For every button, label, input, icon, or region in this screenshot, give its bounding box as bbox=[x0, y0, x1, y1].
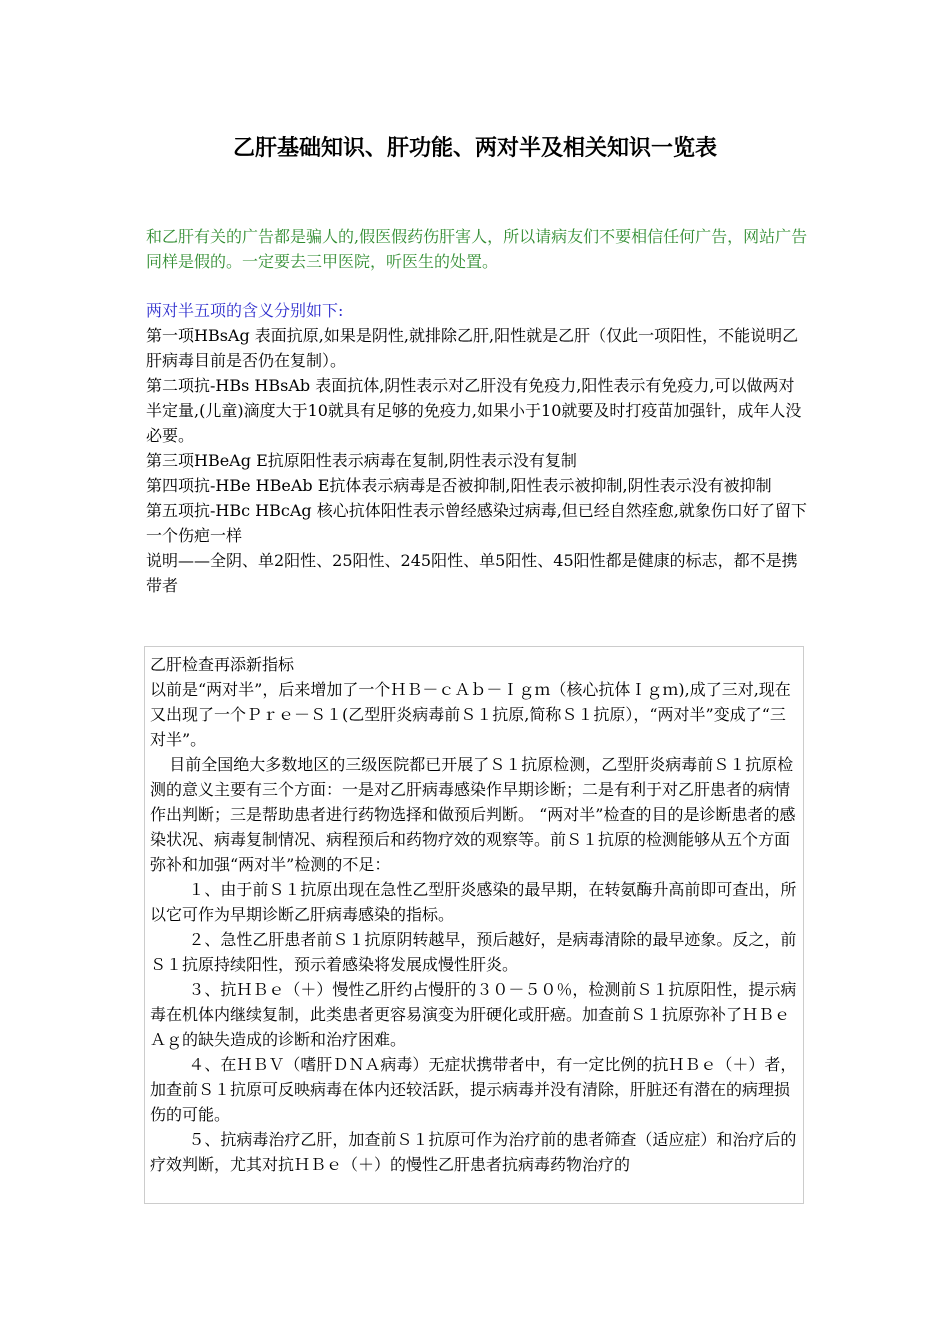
box-paragraph: 以前是“两对半”，后来增加了一个ＨＢ－ｃＡｂ－Ｉｇｍ（核心抗体Ｉｇｍ),成了三对,现在又出现了一个Ｐｒｅ－Ｓ１(乙型肝炎病毒前Ｓ１抗原,简称Ｓ１抗原），“两对半”变成了“三对半”。 bbox=[150, 680, 791, 749]
item-paragraph: 第五项抗-HBc HBcAg 核心抗体阳性表示曾经感染过病毒,但已经自然痊愈,就象伤口好了留下一个伤疤一样 bbox=[146, 501, 807, 545]
page-title: 乙肝基础知识、肝功能、两对半及相关知识一览表 bbox=[232, 136, 717, 161]
new-indicator-box bbox=[144, 646, 804, 1204]
section-heading: 两对半五项的含义分别如下: bbox=[146, 301, 344, 320]
box-point: ５、抗病毒治疗乙肝，加查前Ｓ１抗原可作为治疗前的患者筛查（适应症）和治疗后的疗效判断，尤其对抗ＨＢｅ（＋）的慢性乙肝患者抗病毒药物治疗的 bbox=[150, 1130, 797, 1174]
box-point: １、由于前Ｓ１抗原出现在急性乙型肝炎感染的最早期，在转氨酶升高前即可查出，所以它可作为早期诊断乙肝病毒感染的指标。 bbox=[150, 880, 797, 924]
warning-notice: 和乙肝有关的广告都是骗人的,假医假药伤肝害人，所以请病友们不要相信任何广告，网站广告同样是假的。一定要去三甲医院，听医生的处置。 bbox=[146, 227, 808, 271]
item-paragraph: 第三项HBeAg E抗原阳性表示病毒在复制,阴性表示没有复制 bbox=[146, 451, 577, 470]
box-heading: 乙肝检查再添新指标 bbox=[150, 655, 295, 674]
box-paragraph: 目前全国绝大多数地区的三级医院都已开展了Ｓ１抗原检测，乙型肝炎病毒前Ｓ１抗原检测的意义主要有三个方面：一是对乙肝病毒感染作早期诊断；二是有利于对乙肝患者的病情作出判断；三是帮助患者进行药物选择和做预后判断。 “两对半”检查的目的是诊断患者的感染状况、病毒复制情况、病程预后和药物疗效的观察等。前Ｓ１抗原的检测能够从五个方面弥补和加强“两对半”检测的不足： bbox=[150, 755, 796, 874]
item-paragraph: 第一项HBsAg 表面抗原,如果是阴性,就排除乙肝,阳性就是乙肝（仅此一项阳性，不能说明乙肝病毒目前是否仍在复制）。 bbox=[146, 326, 799, 370]
item-paragraph: 第四项抗-HBe HBeAb E抗体表示病毒是否被抑制,阳性表示被抑制,阴性表示没有被抑制 bbox=[146, 476, 772, 495]
box-point: ４、在ＨＢＶ（嗜肝ＤＮＡ病毒）无症状携带者中，有一定比例的抗ＨＢｅ（＋）者，加查前Ｓ１抗原可反映病毒在体内还较活跃，提示病毒并没有清除，肝脏还有潜在的病理损伤的可能。 bbox=[150, 1055, 797, 1124]
item-paragraph: 第二项抗-HBs HBsAb 表面抗体,阴性表示对乙肝没有免疫力,阳性表示有免疫力,可以做两对半定量,(儿童)滴度大于10就具有足够的免疫力,如果小于10就要及时打疫苗加强针，成年人没必要。 bbox=[146, 376, 802, 445]
box-point: ３、抗ＨＢｅ（＋）慢性乙肝约占慢肝的３０－５０％，检测前Ｓ１抗原阳性，提示病毒在机体内继续复制，此类患者更容易演变为肝硬化或肝癌。加查前Ｓ１抗原弥补了ＨＢｅＡｇ的缺失造成的诊断和治疗困难。 bbox=[150, 980, 797, 1049]
five-items-section bbox=[146, 298, 810, 598]
note-paragraph: 说明——全阴、单2阳性、25阳性、245阳性、单5阳性、45阳性都是健康的标志，都不是携带者 bbox=[146, 551, 798, 595]
box-point: ２、急性乙肝患者前Ｓ１抗原阴转越早，预后越好，是病毒清除的最早迹象。反之，前Ｓ１抗原持续阳性，预示着感染将发展成慢性肝炎。 bbox=[150, 930, 797, 974]
